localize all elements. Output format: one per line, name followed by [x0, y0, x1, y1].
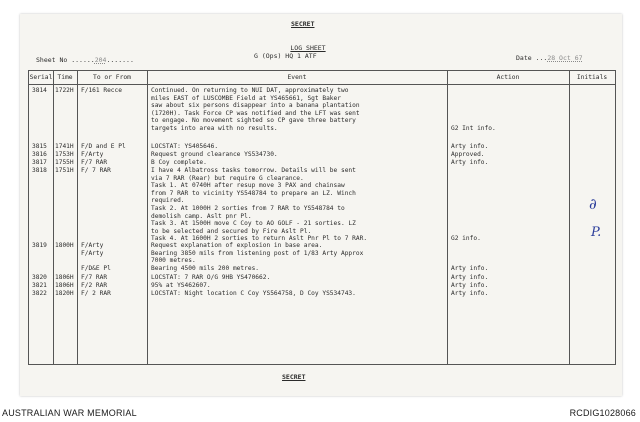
row-action: Arty info.	[451, 264, 489, 272]
row-event-line: Bearing 3850 mils from listening post of 1/83 Arty Approx	[151, 249, 364, 257]
row-event-line: Task 3. At 1500H move C Coy to AO GOLF - 21 sorties. LZ	[151, 220, 356, 228]
row-event-line: 7000 metres.	[151, 257, 196, 265]
sheet-number: Sheet No ......204.......	[36, 56, 134, 64]
row-action: Arty info.	[451, 282, 489, 289]
row-event-line: Continued. On returning to NUI DAT, approximately two	[151, 87, 349, 94]
unit-designation: G (Ops) HQ 1 ATF	[254, 52, 317, 60]
row-serial: 3817	[32, 159, 47, 166]
row-event-line: to be selected and secured by Fire Aslt Pl.	[151, 227, 312, 235]
row-time: 1806H	[55, 274, 74, 281]
col-header-time: Time	[57, 74, 73, 81]
row-serial: 3815	[32, 143, 47, 150]
row-event-line: miles EAST of LUSCOMBE Field at YS465661, Sgt Baker	[151, 94, 341, 102]
row-time: 1753H	[55, 151, 74, 158]
row-event-line: LOCSTAT: 7 RAR O/G 9HB YS470662.	[151, 274, 271, 281]
row-action: G2 Int info.	[451, 125, 496, 132]
row-serial: 3821	[32, 282, 47, 289]
col-header-action: Action	[496, 74, 520, 81]
row-time: 1722H	[55, 87, 74, 94]
row-time: 1755H	[55, 159, 74, 166]
classification-header: SECRET	[291, 20, 315, 28]
row-action: G2 info.	[451, 235, 481, 243]
col-header-serial: Serial	[29, 74, 53, 81]
row-event-line: from 7 RAR to vicinity YS548784 to prepare an LZ. Winch	[151, 189, 356, 197]
row-serial: 3819	[32, 242, 47, 249]
row-event-line: Request ground clearance YS534730.	[151, 151, 278, 158]
row-event-line: required.	[151, 197, 185, 205]
sheet-title: LOG SHEET	[290, 44, 326, 52]
row-time: 1820H	[55, 290, 74, 297]
row-event-line: 95% at YS462607.	[151, 282, 211, 289]
handwritten-p-mark: P.	[591, 225, 602, 240]
row-to-from: F/Arty	[81, 151, 104, 158]
row-to-from: F/D and E Pl	[81, 143, 126, 150]
row-time: 1741H	[55, 143, 74, 150]
sheet-date: Date ...28 Oct 67	[516, 54, 583, 62]
row-serial: 3814	[32, 87, 47, 94]
row-to-from-secondary: F/Arty	[81, 249, 104, 257]
row-action: Arty info.	[451, 274, 489, 281]
row-to-from: F/161 Recce	[81, 87, 122, 94]
date-value: 28 Oct 67	[547, 54, 583, 62]
row-serial: 3816	[32, 151, 47, 158]
row-event-line: Task 4. At 1600H 2 sorties to return Aslt Pnr Pl to 7 RAR.	[151, 235, 368, 243]
row-event-line: I have 4 Albatross tasks tomorrow. Details will be sent	[151, 167, 356, 174]
row-to-from: F/2 RAR	[81, 282, 108, 289]
row-event-line: LOCSTAT: YS405646.	[151, 143, 219, 150]
date-label: Date	[516, 54, 532, 62]
row-serial: 3820	[32, 274, 47, 281]
log-table	[28, 70, 616, 365]
row-serial: 3818	[32, 167, 47, 174]
row-event-line: via 7 RAR (Rear) but require G clearance.	[151, 174, 304, 182]
row-action: Arty info.	[451, 290, 489, 297]
row-time: 1800H	[55, 242, 74, 249]
row-to-from: F/ 2 RAR	[81, 290, 111, 297]
sheet-number-label: Sheet No	[36, 56, 68, 64]
row-event-line: Request explanation of explosion in base area.	[151, 242, 323, 249]
archive-reference: RCDIG1028066	[569, 408, 636, 418]
handwritten-initial-mark: ∂	[589, 195, 597, 213]
row-event-line: Task 2. At 1000H 2 sorties from 7 RAR to YS548784 to	[151, 205, 345, 212]
row-event-line: demolish camp. Aslt pnr Pl.	[151, 212, 252, 220]
row-action: Arty info.	[451, 159, 489, 166]
sheet-number-value: 204	[94, 56, 107, 64]
row-event-line: targets into area with no results.	[151, 125, 278, 132]
row-serial: 3822	[32, 290, 47, 297]
row-to-from-tertiary: F/D&E Pl	[81, 264, 111, 272]
row-time: 1806H	[55, 282, 74, 289]
log-sheet-page	[20, 14, 622, 396]
row-event-line: saw about six persons disappear into a banana plantation	[151, 102, 360, 110]
row-to-from: F/ 7 RAR	[81, 167, 111, 174]
row-event-line: to engage. No movement sighted so CP gave three battery	[151, 117, 356, 125]
row-event-line: B Coy complete.	[151, 159, 207, 166]
row-to-from: F/7 RAR	[81, 159, 108, 166]
col-header-to-from: To or From	[93, 74, 131, 81]
col-header-initials: Initials	[576, 74, 608, 81]
row-event-line: (1720H). Task Force CP was notified and the LFT was sent	[151, 109, 360, 117]
row-time: 1751H	[55, 167, 74, 174]
row-to-from: F/7 RAR	[81, 274, 108, 281]
row-to-from: F/Arty	[81, 242, 104, 249]
archive-credit: AUSTRALIAN WAR MEMORIAL	[2, 408, 137, 418]
classification-footer: SECRET	[282, 373, 306, 381]
row-event-line: Bearing 4500 mils 200 metres.	[151, 264, 260, 272]
row-action: Arty info.	[451, 143, 489, 150]
col-header-event: Event	[287, 74, 307, 81]
row-event-line: Task 1. At 0740H after resup move 3 PAX and chainsaw	[151, 182, 345, 190]
row-action: Approved.	[451, 151, 485, 158]
row-event-line: LOCSTAT: Night location C Coy YS564758, D Coy YS534743.	[151, 290, 356, 297]
